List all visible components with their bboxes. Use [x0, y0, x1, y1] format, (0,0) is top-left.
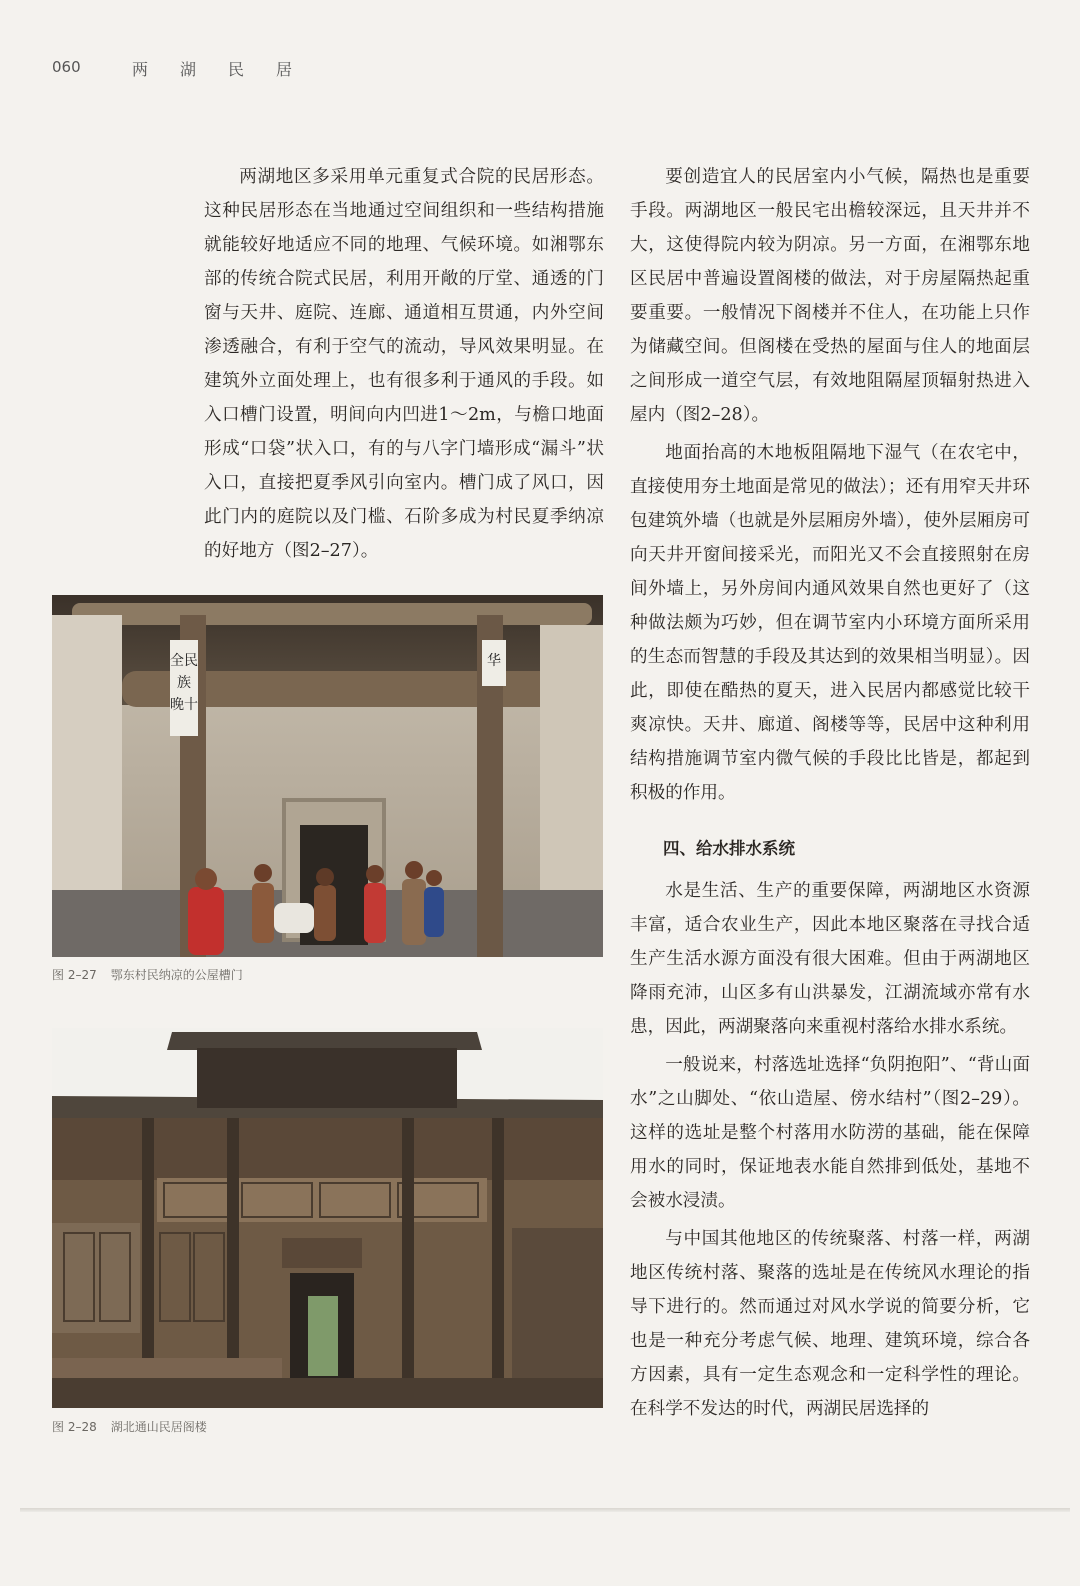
pillar-sign-left-1: 全民 [170, 653, 198, 669]
right-paragraph-1: 要创造宜人的民居室内小气候，隔热也是重要手段。两湖地区一般民宅出檐较深远，且天井并不大，这使得院内较为阴凉。另一方面，在湘鄂东地区民居中普遍设置阁楼的做法，对于房屋隔热起重要重要。一般情况下阁楼并不住人，在功能上只作为储藏空间。但阁楼在受热的屋面与住人的地面层之间形成一道空气层，有效地阻隔屋顶辐射热进入屋内（图2–28）。 [630, 167, 1030, 425]
figure-caption-2-28 [52, 1418, 207, 1435]
left-paragraph: 两湖地区多采用单元重复式合院的民居形态。这种民居形态在当地通过空间组织和一些结构措施就能较好地适应不同的地理、气候环境。如湘鄂东部的传统合院式民居，利用开敞的厅堂、通透的门窗与天井、庭院、连廊、通道相互贯通，内外空间渗透融合，有利于空气的流动，导风效果明显。在建筑外立面处理上，也有很多利于通风的手段。如入口槽门设置，明间向内凹进1～2m，与檐口地面形成“口袋”状入口，有的与八字门墙形成“漏斗”状入口，直接把夏季风引向室内。槽门成了风口，因此门内的庭院以及门槛、石阶多成为村民夏季纳凉的好地方（图2–27）。 [204, 167, 604, 561]
photo-wooden-loft-house-drawing [52, 1028, 603, 1408]
right-paragraph-4: 一般说来，村落选址选择“负阴抱阳”、“背山面水”之山脚处、“依山造屋、傍水结村”（图2–29）。这样的选址是整个村落用水防涝的基础，能在保障用水的同时，保证地表水能自然排到低处，基地不会被水浸渍。 [630, 1055, 1030, 1211]
pillar-sign-left-2: 族 [177, 675, 191, 691]
page-bottom-edge [20, 1508, 1070, 1512]
pillar-sign-left-3: 晚十 [170, 697, 198, 713]
section-heading: 四、给水排水系统 [663, 839, 795, 858]
right-paragraph-2: 地面抬高的木地板阻隔地下湿气（在农宅中，直接使用夯土地面是常见的做法）；还有用窄天井环包建筑外墙（也就是外层厢房外墙），使外层厢房可向天井开窗间接采光，而阳光又不会直接照射在房间外墙上，另外房间内通风效果自然也更好了（这种做法颇为巧妙，但在调节室内小环境方面所采用的生态而智慧的手段及其达到的效果相当明显）。因此，即使在酷热的夏天，进入民居内都感觉比较干爽凉快。天井、廊道、阁楼等等，民居中这种利用结构措施调节室内微气候的手段比比皆是，都起到积极的作用。 [630, 443, 1030, 803]
figure-caption-2-27 [52, 966, 243, 983]
photo-wooden-loft-house [52, 1028, 603, 1408]
figure-caption-text: 鄂东村民纳凉的公屋槽门 [110, 968, 243, 982]
photo-gate-villagers-drawing [52, 595, 603, 957]
photo-gate-villagers [52, 595, 603, 957]
running-title: 两湖民居 [132, 60, 325, 79]
right-paragraph-5: 与中国其他地区的传统聚落、村落一样，两湖地区传统村落、聚落的选址是在传统风水理论的指导下进行的。然而通过对风水学说的简要分析，它也是一种充分考虑气候、地理、建筑环境，综合各方因素，具有一定生态观念和一定科学性的理论。在科学不发达的时代，两湖民居选择的 [630, 1229, 1030, 1419]
figure-number: 图 2–28 [52, 1420, 97, 1434]
figure-caption-text: 湖北通山民居阁楼 [110, 1420, 207, 1434]
right-paragraph-3: 水是生活、生产的重要保障，两湖地区水资源丰富，适合农业生产，因此本地区聚落在寻找合适生产生活水源方面没有很大困难。但由于两湖地区降雨充沛，山区多有山洪暴发，江湖流域亦常有水患，因此，两湖聚落向来重视村落给水排水系统。 [630, 881, 1030, 1037]
right-column [630, 160, 1030, 1430]
figure-number: 图 2–27 [52, 968, 97, 982]
pillar-sign-right: 华 [487, 653, 501, 669]
page-number: 060 [52, 58, 81, 76]
